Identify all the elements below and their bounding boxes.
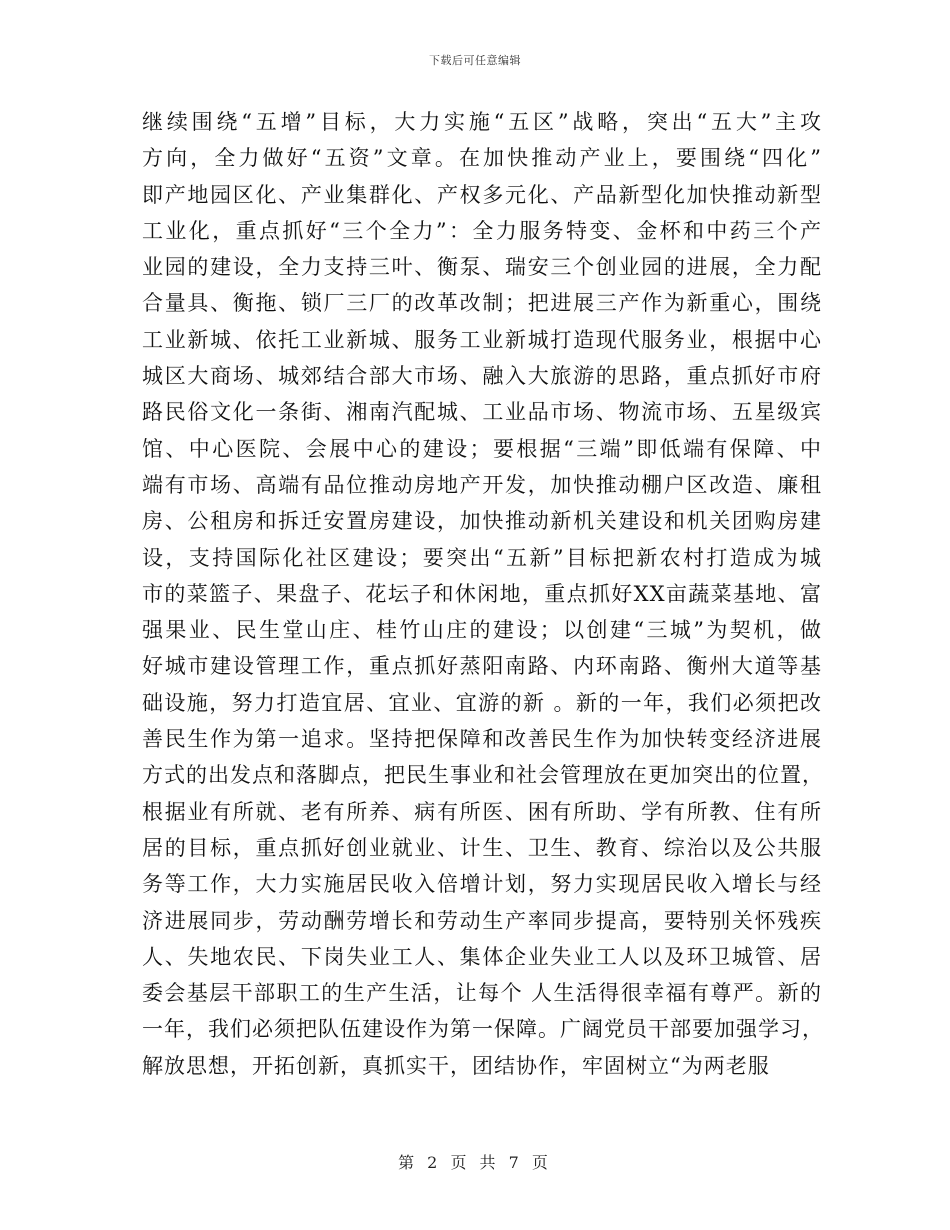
text-line: 居的目标，重点抓好创业就业、计生、卫生、教育、综治以及公共服: [142, 835, 822, 860]
text-line: 委会基层干部职工的生产生活，让每个 人生活得很幸福有尊严。新的: [142, 981, 822, 1006]
page-number: 第 2 页 共 7 页: [398, 1153, 552, 1172]
text-line: 人、失地农民、下岗失业工人、集体企业失业工人以及环卫城管、居: [142, 944, 822, 969]
text-line: 方式的出发点和落脚点，把民生事业和社会管理放在更加突出的位置，: [142, 763, 824, 788]
text-line: 强果业、民生堂山庄、桂竹山庄的建设；以创建“三城”为契机，做: [142, 618, 822, 643]
text-line: 务等工作，大力实施居民收入倍增计划，努力实现居民收入增长与经: [142, 872, 822, 897]
text-line: 工业化，重点抓好“三个全力”：全力服务特变、金杯和中药三个产: [142, 218, 822, 243]
text-line: 工业新城、依托工业新城、服务工业新城打造现代服务业，根据中心: [142, 327, 822, 352]
text-line: 础设施，努力打造宜居、宜业、宜游的新 。新的一年，我们必须把改: [142, 690, 822, 715]
text-line: 根据业有所就、老有所养、病有所医、困有所助、学有所教、住有所: [142, 799, 822, 824]
text-line: 路民俗文化一条街、湘南汽配城、工业品市场、物流市场、五星级宾: [142, 400, 822, 425]
document-body: [142, 104, 822, 1084]
text-line: 继续围绕“五增”目标，大力实施“五区”战略，突出“五大”主攻: [142, 110, 822, 134]
page-header-note: 下载后可任意编辑: [429, 54, 521, 67]
text-line: 一年，我们必须把队伍建设作为第一保障。广阔党员干部要加强学习，: [142, 1017, 824, 1042]
text-line: 市的菜篮子、果盘子、花坛子和休闲地，重点抓好XX亩蔬菜基地、富: [142, 581, 822, 606]
text-line: 房、公租房和拆迁安置房建设，加快推动新机关建设和机关团购房建: [142, 509, 822, 534]
text-line: 城区大商场、城郊结合部大市场、融入大旅游的思路，重点抓好市府: [142, 364, 822, 389]
text-line: 即产地园区化、产业集群化、产权多元化、产品新型化加快推动新型: [142, 182, 822, 207]
text-line: 好城市建设管理工作，重点抓好蒸阳南路、内环南路、衡州大道等基: [142, 654, 822, 679]
text-line: 馆、中心医院、会展中心的建设；要根据“三端”即低端有保障、中: [142, 436, 822, 461]
text-line: 端有市场、高端有品位推动房地产开发，加快推动棚户区改造、廉租: [142, 472, 822, 497]
text-line: 合量具、衡拖、锁厂三厂的改革改制；把进展三产作为新重心，围绕: [142, 291, 822, 316]
text-line: 善民生作为第一追求。坚持把保障和改善民生作为加快转变经济进展: [142, 727, 822, 752]
text-line: 业园的建设，全力支持三叶、衡泵、瑞安三个创业园的进展，全力配: [142, 255, 822, 280]
text-line: 方向，全力做好“五资”文章。在加快推动产业上，要围绕“四化”: [142, 146, 822, 171]
text-line: 济进展同步，劳动酬劳增长和劳动生产率同步提高，要特别关怀残疾: [142, 908, 822, 933]
text-line: 设，支持国际化社区建设；要突出“五新”目标把新农村打造成为城: [142, 545, 822, 570]
text-line: 解放思想，开拓创新，真抓实干，团结协作，牢固树立“为两老服: [142, 1053, 770, 1078]
